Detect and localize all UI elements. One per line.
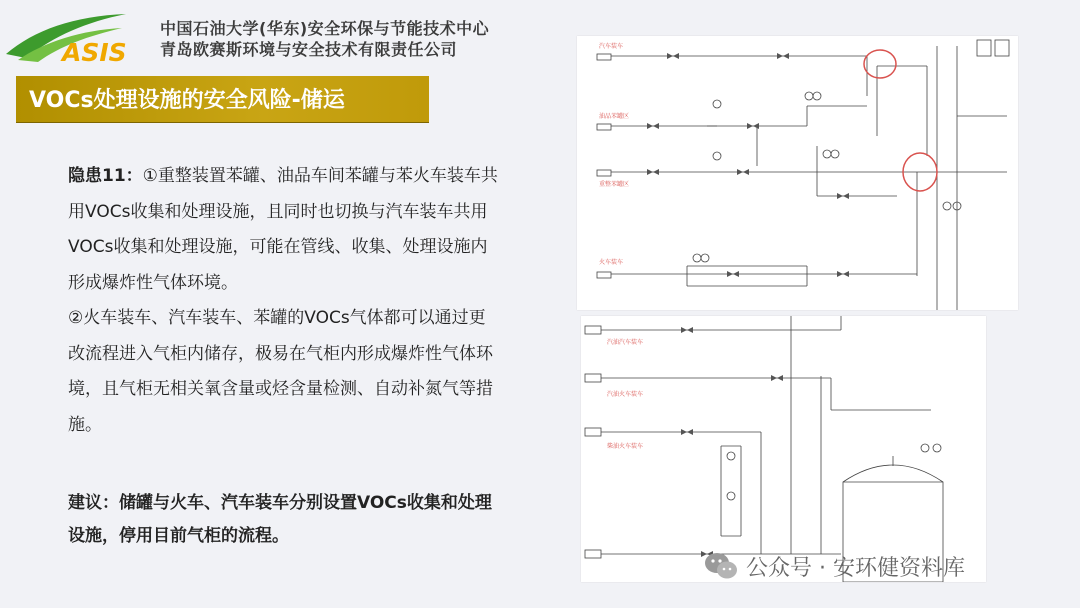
diagram2-label-2: 汽油火车装车 — [607, 391, 644, 398]
highlight-circle-1 — [864, 50, 896, 78]
org-line-1: 中国石油大学(华东)安全环保与节能技术中心 — [160, 19, 490, 38]
diagram1-label-1: 汽车装车 — [599, 43, 624, 50]
hazard-label: 隐患11： — [68, 166, 143, 186]
diagram2-label-1: 汽油汽车装车 — [607, 339, 644, 346]
hazard-paragraph-1 — [68, 159, 498, 301]
wechat-icon — [704, 551, 738, 581]
hazard-text-1: ①重整装置苯罐、油品车间苯罐与苯火车装车共用VOCs收集和处理设施，且同时也切换与汽车装车共用VOCs收集和处理设施，可能在管线、收集、处理设施内形成爆炸性气体环境。 — [68, 166, 498, 293]
advice-paragraph — [68, 487, 508, 553]
pid-drawing-top — [577, 36, 1018, 310]
hazard-description — [68, 159, 498, 443]
advice-text: 储罐与火车、汽车装车分别设置VOCs收集和处理设施，停用目前气柜的流程。 — [68, 493, 492, 546]
pid-drawing-bottom — [581, 316, 986, 582]
watermark — [704, 548, 965, 584]
logo-text: ASIS — [62, 38, 127, 64]
watermark-text: 公众号 · 安环健资料库 — [746, 555, 965, 581]
diagram1-label-2: 油品苯罐区 — [599, 113, 630, 120]
org-line-2: 青岛欧赛斯环境与安全技术有限责任公司 — [160, 40, 458, 59]
diagram1-label-3: 重整苯罐区 — [599, 181, 630, 188]
hazard-paragraph-2: ②火车装车、汽车装车、苯罐的VOCs气体都可以通过更改流程进入气柜内储存，极易在气柜内形成爆炸性气体环境，且气柜无相关氧含量或烃含量检测、自动补氮气等措施。 — [68, 308, 493, 435]
diagram1-label-4: 火车装车 — [599, 259, 624, 266]
title-banner — [16, 76, 429, 122]
pid-diagram-bottom — [581, 316, 986, 582]
slide-title: VOCs处理设施的安全风险-储运 — [29, 88, 345, 113]
diagram2-label-3: 柴油火车装车 — [607, 443, 644, 450]
advice-label: 建议： — [68, 493, 119, 513]
asis-logo — [4, 8, 154, 64]
pid-diagram-top — [577, 36, 1018, 310]
organization-names — [160, 18, 489, 60]
